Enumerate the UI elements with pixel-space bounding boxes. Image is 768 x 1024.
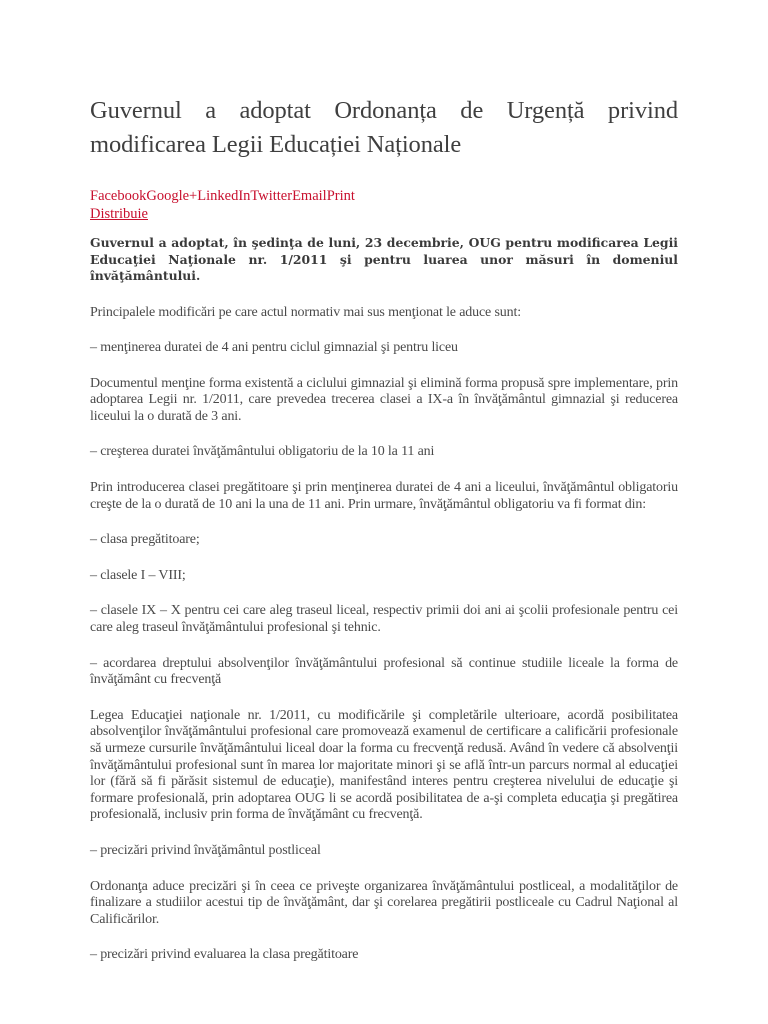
list-item-clasele-i-viii: – clasele I – VIII; [90,567,186,583]
list-item-evaluare: – precizări privind evaluarea la clasa pregătitoare [90,947,359,963]
paragraph-obligatoriu: Prin introducerea clasei pregătitoare şi prin menţinerea duratei de 4 ani a liceului, învăţământul obligatoriu creşte de la o durată de 10 ani la una de 11 ani. Prin urmare, învăţământul obligatoriu va fi format din: [90,480,678,512]
article-title: Guvernul a adoptat Ordonanța de Urgență privind modificarea Legii Educației Naționale [90,97,678,158]
share-links [90,188,678,205]
share-linkedin-link[interactable]: LinkedIn [197,188,251,204]
paragraph-postliceal: Ordonanţa aduce precizări şi în ceea ce priveşte organizarea învăţământului postliceal, a modalităţilor de finalizare a studiilor acestui tip de învăţământ, dar şi corelarea pregătirii postliceale cu Cadrul Naţional al Calificărilor. [90,878,678,927]
list-item-pregatitoare: – clasa pregătitoare; [90,532,200,548]
paragraph-gimnazial: Documentul menţine forma existentă a ciclului gimnazial şi elimină forma propusă spre implementare, prin adoptarea Legii nr. 1/2011, care prevedea trecerea clasei a IX-a în învăţământul gimnazial şi reducerea liceului la o durată de 3 ani. [90,375,678,424]
distribuie-row [90,205,678,223]
share-print-link[interactable]: Print [326,188,355,204]
paragraph-intro: Principalele modificări pe care actul normativ mai sus menţionat le aduce sunt: [90,304,521,320]
list-item-obligatoriu: – creşterea duratei învăţământului obligatoriu de la 10 la 11 ani [90,444,435,460]
share-twitter-link[interactable]: Twitter [250,188,293,204]
article-lead: Guvernul a adoptat, în şedinţa de luni, 23 decembrie, OUG pentru modificarea Legii Educaţiei Naţionale nr. 1/2011 şi pentru luarea unor măsuri în domeniul învăţământului. [90,235,678,283]
list-item-profesional: – acordarea dreptului absolvenţilor învăţământului profesional să continue studiile liceale la forma de învăţământ cu frecvenţă [90,655,678,688]
list-item-gimnazial: – menţinerea duratei de 4 ani pentru ciclul gimnazial şi pentru liceu [90,340,458,356]
share-facebook-link[interactable]: Facebook [90,188,147,204]
share-google-link[interactable]: Google+ [146,188,198,204]
list-item-postliceal: – precizări privind învăţământul postliceal [90,842,321,858]
paragraph-profesional: Legea Educaţiei naţionale nr. 1/2011, cu modificările şi completările ulterioare, acordă posibilitatea absolvenţilor învăţământului profesional care promovează examenul de certificare a calificării profesionale să urmeze cursurile învăţământului liceal doar la forma cu frecvenţă redusă. Având în vedere că absolvenţii învăţământului profesional sunt în marea lor majoritate minori şi se află într-un parcurs normal al educaţiei lor (fără să fi părăsit sistemul de educaţie), manifestând interes pentru creşterea nivelului de educaţie şi formare profesională, prin adoptarea OUG li se acordă posibilitatea de a-şi completa educaţia şi pregătirea profesională, inclusiv prin forma de învăţământ cu frecvenţă. [90,707,678,823]
list-item-clasele-ix-x: – clasele IX – X pentru cei care aleg traseul liceal, respectiv primii doi ani ai şcolii profesionale pentru cei care aleg traseul învăţământului profesional şi tehnic. [90,603,678,636]
distribuie-link[interactable]: Distribuie [90,206,148,222]
share-email-link[interactable]: Email [292,188,327,204]
